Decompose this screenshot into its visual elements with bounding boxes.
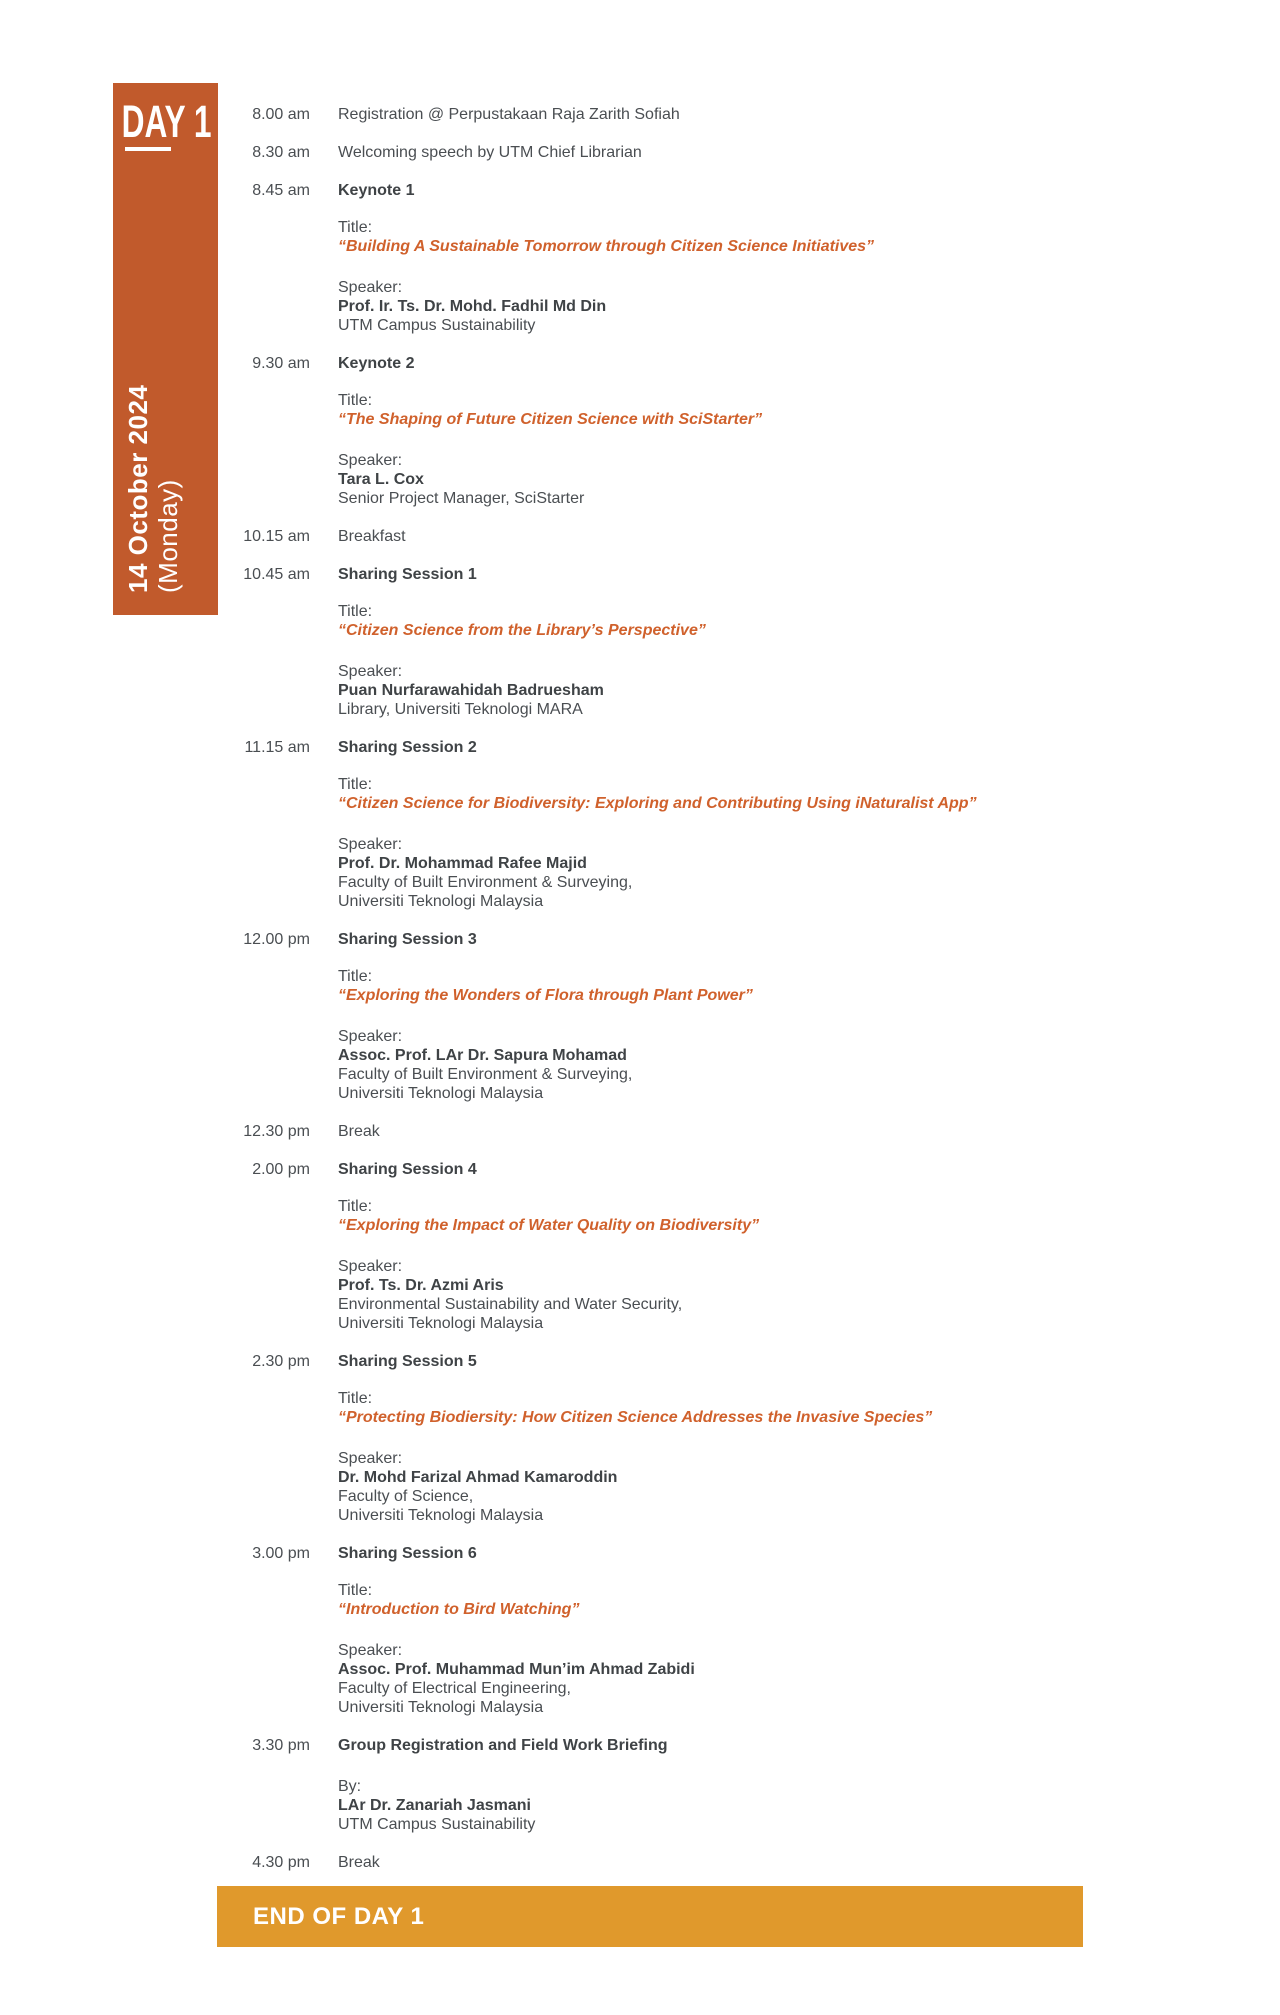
speaker-name: Puan Nurfarawahidah Badruesham — [338, 682, 604, 699]
speaker-block — [338, 1449, 1020, 1525]
schedule-row — [230, 1853, 1020, 1872]
schedule-row-content — [338, 527, 1020, 546]
speaker-label: Speaker: — [338, 1028, 403, 1045]
schedule-time: 3.30 pm — [252, 1737, 310, 1754]
schedule-event: Keynote 1 — [338, 182, 415, 199]
schedule-time: 2.30 pm — [252, 1353, 310, 1370]
session-title-block — [338, 775, 1020, 813]
schedule-row — [230, 1122, 1020, 1141]
schedule-event: Break — [338, 1123, 380, 1140]
schedule-row-content — [338, 565, 1020, 719]
schedule-row-content — [338, 1736, 1020, 1834]
schedule-time: 4.30 pm — [252, 1854, 310, 1871]
speaker-affiliation: Universiti Teknologi Malaysia — [338, 1315, 544, 1332]
speaker-affiliation: UTM Campus Sustainability — [338, 1816, 536, 1833]
schedule-time: 10.45 am — [243, 566, 310, 583]
schedule-row-content — [338, 1853, 1020, 1872]
session-title-label: Title: — [338, 603, 373, 620]
day-banner-date-line1: 14 October 2024 — [123, 384, 153, 593]
schedule-row-content — [338, 181, 1020, 335]
speaker-label: By: — [338, 1778, 362, 1795]
schedule-row — [230, 354, 1020, 508]
speaker-affiliation: Universiti Teknologi Malaysia — [338, 893, 544, 910]
schedule-time: 11.15 am — [244, 739, 310, 756]
speaker-block — [338, 662, 1020, 719]
schedule-row-content — [338, 1122, 1020, 1141]
speaker-block — [338, 451, 1020, 508]
schedule-row-content — [338, 105, 1020, 124]
schedule-row — [230, 738, 1020, 911]
schedule-event: Sharing Session 6 — [338, 1545, 477, 1562]
speaker-block — [338, 1257, 1020, 1333]
end-of-day-banner-label: END OF DAY 1 — [253, 1902, 425, 1930]
schedule-event: Sharing Session 3 — [338, 931, 477, 948]
schedule-time: 12.30 pm — [243, 1123, 310, 1140]
speaker-name: Prof. Ir. Ts. Dr. Mohd. Fadhil Md Din — [338, 298, 607, 315]
session-title-block — [338, 218, 1020, 256]
speaker-affiliation: UTM Campus Sustainability — [338, 317, 536, 334]
schedule-event: Sharing Session 1 — [338, 566, 477, 583]
schedule-time: 8.45 am — [252, 182, 310, 199]
session-title-block — [338, 967, 1020, 1005]
schedule-event: Breakfast — [338, 528, 406, 545]
speaker-affiliation: Faculty of Built Environment & Surveying, — [338, 1066, 633, 1083]
schedule-row — [230, 1160, 1020, 1333]
speaker-name: Dr. Mohd Farizal Ahmad Kamaroddin — [338, 1469, 618, 1486]
speaker-label: Speaker: — [338, 452, 403, 469]
speaker-affiliation: Faculty of Science, — [338, 1488, 474, 1505]
speaker-name: Assoc. Prof. Muhammad Mun’im Ahmad Zabidi — [338, 1661, 695, 1678]
end-of-day-banner — [217, 1886, 1083, 1947]
day-banner-date-line2: (Monday) — [153, 479, 183, 593]
schedule-row — [230, 930, 1020, 1103]
speaker-block — [338, 835, 1020, 911]
speaker-affiliation: Library, Universiti Teknologi MARA — [338, 701, 583, 718]
session-title-block — [338, 1389, 1020, 1427]
speaker-label: Speaker: — [338, 836, 403, 853]
session-title-label: Title: — [338, 1198, 373, 1215]
session-title-label: Title: — [338, 1582, 373, 1599]
schedule-row — [230, 565, 1020, 719]
schedule-row — [230, 1736, 1020, 1834]
schedule-row — [230, 1352, 1020, 1525]
session-title-label: Title: — [338, 219, 373, 236]
speaker-affiliation: Universiti Teknologi Malaysia — [338, 1085, 544, 1102]
schedule-event: Sharing Session 2 — [338, 739, 477, 756]
speaker-label: Speaker: — [338, 663, 403, 680]
schedule-row-content — [338, 1160, 1020, 1333]
speaker-block — [338, 1027, 1020, 1103]
speaker-name: Tara L. Cox — [338, 471, 424, 488]
schedule-row-content — [338, 1352, 1020, 1525]
session-title: “Introduction to Bird Watching” — [338, 1601, 580, 1618]
session-title-block — [338, 1581, 1020, 1619]
speaker-block — [338, 1777, 1020, 1834]
day-banner — [113, 83, 218, 615]
session-title-label: Title: — [338, 968, 373, 985]
speaker-affiliation: Environmental Sustainability and Water Security, — [338, 1296, 683, 1313]
speaker-block — [338, 1641, 1020, 1717]
session-title-block — [338, 391, 1020, 429]
speaker-label: Speaker: — [338, 1450, 403, 1467]
schedule-event: Sharing Session 5 — [338, 1353, 477, 1370]
speaker-affiliation: Faculty of Electrical Engineering, — [338, 1680, 571, 1697]
speaker-name: LAr Dr. Zanariah Jasmani — [338, 1797, 531, 1814]
speaker-name: Prof. Dr. Mohammad Rafee Majid — [338, 855, 587, 872]
session-title-block — [338, 602, 1020, 640]
schedule-event: Group Registration and Field Work Briefing — [338, 1737, 668, 1754]
schedule-time: 9.30 am — [252, 355, 310, 372]
schedule-row — [230, 181, 1020, 335]
session-title: “Exploring the Wonders of Flora through Plant Power” — [338, 987, 753, 1004]
speaker-label: Speaker: — [338, 279, 403, 296]
speaker-name: Assoc. Prof. LAr Dr. Sapura Mohamad — [338, 1047, 627, 1064]
schedule-row-content — [338, 738, 1020, 911]
schedule-time: 12.00 pm — [243, 931, 310, 948]
speaker-affiliation: Universiti Teknologi Malaysia — [338, 1507, 544, 1524]
schedule-event: Break — [338, 1854, 380, 1871]
session-title: “Protecting Biodiersity: How Citizen Science Addresses the Invasive Species” — [338, 1409, 933, 1426]
session-title: “Citizen Science from the Library’s Perspective” — [338, 622, 706, 639]
schedule-event: Welcoming speech by UTM Chief Librarian — [338, 144, 642, 161]
schedule-time: 8.00 am — [252, 106, 310, 123]
session-title-label: Title: — [338, 392, 373, 409]
speaker-label: Speaker: — [338, 1642, 403, 1659]
schedule-row-content — [338, 143, 1020, 162]
session-title: “Building A Sustainable Tomorrow through Citizen Science Initiatives” — [338, 238, 875, 255]
schedule-row — [230, 143, 1020, 162]
schedule-time: 2.00 pm — [252, 1161, 310, 1178]
session-title: “Citizen Science for Biodiversity: Exploring and Contributing Using iNaturalist App” — [338, 795, 977, 812]
session-title-label: Title: — [338, 776, 373, 793]
speaker-affiliation: Universiti Teknologi Malaysia — [338, 1699, 544, 1716]
schedule-row-content — [338, 930, 1020, 1103]
schedule-time: 3.00 pm — [252, 1545, 310, 1562]
schedule-row — [230, 105, 1020, 124]
schedule-event: Keynote 2 — [338, 355, 415, 372]
schedule-time: 8.30 am — [252, 144, 310, 161]
schedule-row-content — [338, 1544, 1020, 1717]
schedule-time: 10.15 am — [243, 528, 310, 545]
schedule-event: Registration @ Perpustakaan Raja Zarith Sofiah — [338, 106, 680, 123]
speaker-name: Prof. Ts. Dr. Azmi Aris — [338, 1277, 504, 1294]
schedule-row — [230, 1544, 1020, 1717]
session-title: “Exploring the Impact of Water Quality on Biodiversity” — [338, 1217, 760, 1234]
schedule-row-content — [338, 354, 1020, 508]
session-title-label: Title: — [338, 1390, 373, 1407]
day-banner-date — [113, 83, 218, 615]
session-title-block — [338, 1197, 1020, 1235]
speaker-affiliation: Faculty of Built Environment & Surveying, — [338, 874, 633, 891]
day-banner-label: DAY 1 — [121, 96, 212, 148]
schedule-event: Sharing Session 4 — [338, 1161, 477, 1178]
schedule-list — [230, 105, 1020, 1872]
speaker-label: Speaker: — [338, 1258, 403, 1275]
session-title: “The Shaping of Future Citizen Science with SciStarter” — [338, 411, 763, 428]
speaker-affiliation: Senior Project Manager, SciStarter — [338, 490, 585, 507]
schedule-row — [230, 527, 1020, 546]
speaker-block — [338, 278, 1020, 335]
